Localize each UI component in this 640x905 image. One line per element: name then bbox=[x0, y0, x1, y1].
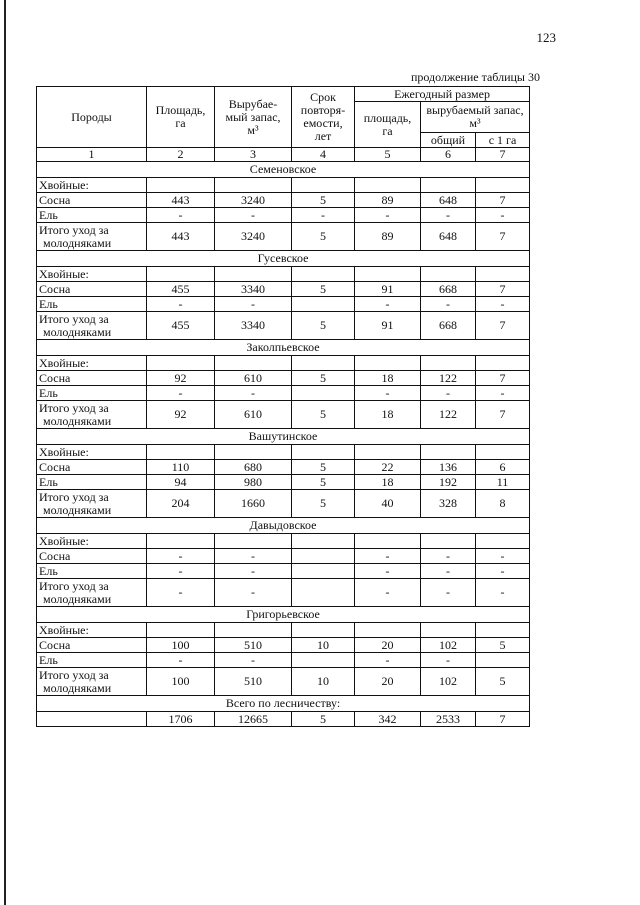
value-cell: - bbox=[147, 386, 215, 401]
value-cell bbox=[292, 297, 355, 312]
value-cell: 10 bbox=[292, 638, 355, 653]
empty-cell bbox=[421, 534, 476, 549]
empty-cell bbox=[147, 267, 215, 282]
value-cell: 610 bbox=[215, 371, 292, 386]
table-row bbox=[37, 579, 530, 607]
table-row bbox=[37, 193, 530, 208]
value-cell: 648 bbox=[421, 193, 476, 208]
value-cell: 20 bbox=[355, 638, 421, 653]
row-label: Ель bbox=[37, 297, 147, 312]
header-annual: Ежегодный размер bbox=[355, 87, 530, 102]
value-cell: 18 bbox=[355, 401, 421, 429]
col-number: 1 bbox=[37, 148, 147, 162]
col-number: 7 bbox=[476, 148, 530, 162]
empty-cell bbox=[421, 356, 476, 371]
value-cell: 648 bbox=[421, 223, 476, 251]
empty-cell bbox=[355, 178, 421, 193]
value-cell: - bbox=[215, 549, 292, 564]
value-cell: 102 bbox=[421, 668, 476, 696]
value-cell: 89 bbox=[355, 193, 421, 208]
value-cell: 92 bbox=[147, 401, 215, 429]
row-label: Сосна bbox=[37, 549, 147, 564]
value-cell: - bbox=[147, 564, 215, 579]
empty-cell bbox=[421, 178, 476, 193]
value-cell: - bbox=[147, 297, 215, 312]
section-name: Заколпьевское bbox=[37, 340, 530, 356]
group-label: Хвойные: bbox=[37, 267, 147, 282]
value-cell: 3240 bbox=[215, 223, 292, 251]
value-cell: - bbox=[215, 564, 292, 579]
value-cell: - bbox=[355, 208, 421, 223]
empty-cell bbox=[215, 356, 292, 371]
empty-cell bbox=[147, 445, 215, 460]
table-row bbox=[37, 475, 530, 490]
value-cell: 680 bbox=[215, 460, 292, 475]
value-cell: 328 bbox=[421, 490, 476, 518]
value-cell: 7 bbox=[476, 193, 530, 208]
value-cell: 40 bbox=[355, 490, 421, 518]
col-number: 6 bbox=[421, 148, 476, 162]
section-name: Гусевское bbox=[37, 251, 530, 267]
row-label: Сосна bbox=[37, 193, 147, 208]
value-cell bbox=[292, 653, 355, 668]
value-cell: 455 bbox=[147, 312, 215, 340]
row-label: Ель bbox=[37, 208, 147, 223]
empty-cell bbox=[476, 267, 530, 282]
value-cell: 443 bbox=[147, 223, 215, 251]
value-cell: 6 bbox=[476, 460, 530, 475]
value-cell: - bbox=[147, 579, 215, 607]
empty-cell bbox=[292, 445, 355, 460]
value-cell: - bbox=[476, 579, 530, 607]
value-cell: - bbox=[476, 208, 530, 223]
empty-cell bbox=[292, 534, 355, 549]
row-label: Итого уход за молодняками bbox=[37, 312, 147, 340]
value-cell: - bbox=[421, 208, 476, 223]
value-cell: 22 bbox=[355, 460, 421, 475]
value-cell: 5 bbox=[292, 193, 355, 208]
empty-cell bbox=[292, 623, 355, 638]
row-label: Ель bbox=[37, 386, 147, 401]
empty-cell bbox=[215, 267, 292, 282]
value-cell: 10 bbox=[292, 668, 355, 696]
value-cell: - bbox=[355, 386, 421, 401]
value-cell: 5 bbox=[292, 223, 355, 251]
section-name: Давыдовское bbox=[37, 518, 530, 534]
value-cell bbox=[292, 579, 355, 607]
grand-total-label: Всего по лесничеству: bbox=[37, 696, 530, 712]
value-cell: - bbox=[215, 208, 292, 223]
value-cell: 980 bbox=[215, 475, 292, 490]
header-volume: Вырубае- мый запас, м³ bbox=[215, 87, 292, 148]
value-cell: 1660 bbox=[215, 490, 292, 518]
value-cell: 7 bbox=[476, 401, 530, 429]
row-label: Итого уход за молодняками bbox=[37, 490, 147, 518]
value-cell: 100 bbox=[147, 668, 215, 696]
empty-cell bbox=[215, 178, 292, 193]
empty-cell bbox=[215, 623, 292, 638]
table-row bbox=[37, 223, 530, 251]
value-cell bbox=[292, 549, 355, 564]
header-annual-area: площадь, га bbox=[355, 102, 421, 148]
col-number: 3 bbox=[215, 148, 292, 162]
empty-cell bbox=[292, 267, 355, 282]
empty-cell bbox=[355, 267, 421, 282]
value-cell: - bbox=[421, 653, 476, 668]
grand-total-blank bbox=[37, 712, 147, 727]
value-cell: - bbox=[421, 549, 476, 564]
header-total: общий bbox=[421, 133, 476, 148]
value-cell: 5 bbox=[292, 371, 355, 386]
value-cell: - bbox=[147, 653, 215, 668]
header-breed: Породы bbox=[37, 87, 147, 148]
value-cell: - bbox=[421, 579, 476, 607]
table-row bbox=[37, 490, 530, 518]
empty-cell bbox=[215, 445, 292, 460]
value-cell: 5 bbox=[476, 668, 530, 696]
value-cell: - bbox=[355, 549, 421, 564]
section-name: Григорьевское bbox=[37, 607, 530, 623]
col-number: 4 bbox=[292, 148, 355, 162]
value-cell: - bbox=[355, 579, 421, 607]
table-row bbox=[37, 564, 530, 579]
value-cell: 443 bbox=[147, 193, 215, 208]
empty-cell bbox=[421, 267, 476, 282]
value-cell: 89 bbox=[355, 223, 421, 251]
page-number: 123 bbox=[536, 30, 556, 45]
value-cell: - bbox=[215, 579, 292, 607]
value-cell: 3340 bbox=[215, 312, 292, 340]
value-cell: 18 bbox=[355, 475, 421, 490]
value-cell: 3240 bbox=[215, 193, 292, 208]
table-row bbox=[37, 549, 530, 564]
col-number: 5 bbox=[355, 148, 421, 162]
value-cell: 136 bbox=[421, 460, 476, 475]
header-period: Срок повторя- емости, лет bbox=[292, 87, 355, 148]
value-cell: 5 bbox=[292, 312, 355, 340]
value-cell: 5 bbox=[292, 460, 355, 475]
header-annual-volume: вырубаемый запас, м³ bbox=[421, 102, 530, 133]
value-cell: 204 bbox=[147, 490, 215, 518]
value-cell: 7 bbox=[476, 223, 530, 251]
table-row bbox=[37, 297, 530, 312]
table-row bbox=[37, 668, 530, 696]
value-cell: - bbox=[147, 208, 215, 223]
table-row bbox=[37, 653, 530, 668]
table-row bbox=[37, 460, 530, 475]
grand-total-cell: 2533 bbox=[421, 712, 476, 727]
value-cell: 5 bbox=[292, 475, 355, 490]
table-row bbox=[37, 638, 530, 653]
row-label: Итого уход за молодняками bbox=[37, 401, 147, 429]
empty-cell bbox=[147, 356, 215, 371]
empty-cell bbox=[355, 623, 421, 638]
row-label: Сосна bbox=[37, 638, 147, 653]
empty-cell bbox=[292, 356, 355, 371]
value-cell: 122 bbox=[421, 401, 476, 429]
value-cell: 102 bbox=[421, 638, 476, 653]
value-cell: 18 bbox=[355, 371, 421, 386]
row-label: Ель bbox=[37, 564, 147, 579]
value-cell: 610 bbox=[215, 401, 292, 429]
value-cell: - bbox=[215, 297, 292, 312]
value-cell: - bbox=[421, 564, 476, 579]
empty-cell bbox=[421, 623, 476, 638]
row-label: Ель bbox=[37, 475, 147, 490]
value-cell: 92 bbox=[147, 371, 215, 386]
value-cell: 192 bbox=[421, 475, 476, 490]
header-area: Площадь, га bbox=[147, 87, 215, 148]
empty-cell bbox=[147, 534, 215, 549]
value-cell bbox=[292, 564, 355, 579]
value-cell: - bbox=[476, 297, 530, 312]
table-row bbox=[37, 312, 530, 340]
empty-cell bbox=[421, 445, 476, 460]
value-cell: - bbox=[355, 564, 421, 579]
value-cell: 100 bbox=[147, 638, 215, 653]
table-row bbox=[37, 282, 530, 297]
empty-cell bbox=[355, 445, 421, 460]
value-cell: 510 bbox=[215, 668, 292, 696]
empty-cell bbox=[476, 178, 530, 193]
value-cell: 94 bbox=[147, 475, 215, 490]
group-label: Хвойные: bbox=[37, 534, 147, 549]
row-label: Сосна bbox=[37, 371, 147, 386]
value-cell: 3340 bbox=[215, 282, 292, 297]
value-cell bbox=[476, 653, 530, 668]
section-name: Семеновское bbox=[37, 162, 530, 178]
value-cell: - bbox=[476, 549, 530, 564]
value-cell: 510 bbox=[215, 638, 292, 653]
value-cell: - bbox=[476, 564, 530, 579]
scan-edge bbox=[0, 0, 6, 905]
header-per-ha: с 1 га bbox=[476, 133, 530, 148]
value-cell: - bbox=[292, 208, 355, 223]
value-cell: 5 bbox=[292, 490, 355, 518]
grand-total-cell: 1706 bbox=[147, 712, 215, 727]
row-label: Сосна bbox=[37, 460, 147, 475]
value-cell: 122 bbox=[421, 371, 476, 386]
value-cell: - bbox=[215, 386, 292, 401]
col-number: 2 bbox=[147, 148, 215, 162]
grand-total-cell: 7 bbox=[476, 712, 530, 727]
value-cell: 7 bbox=[476, 312, 530, 340]
empty-cell bbox=[215, 534, 292, 549]
empty-cell bbox=[147, 623, 215, 638]
value-cell: 11 bbox=[476, 475, 530, 490]
value-cell: 110 bbox=[147, 460, 215, 475]
value-cell: - bbox=[421, 386, 476, 401]
value-cell: 7 bbox=[476, 282, 530, 297]
table-row bbox=[37, 401, 530, 429]
empty-cell bbox=[476, 356, 530, 371]
empty-cell bbox=[476, 445, 530, 460]
value-cell: - bbox=[476, 386, 530, 401]
empty-cell bbox=[355, 356, 421, 371]
row-label: Итого уход за молодняками bbox=[37, 579, 147, 607]
row-label: Итого уход за молодняками bbox=[37, 223, 147, 251]
grand-total-cell: 342 bbox=[355, 712, 421, 727]
empty-cell bbox=[292, 178, 355, 193]
value-cell: 668 bbox=[421, 282, 476, 297]
value-cell: 91 bbox=[355, 282, 421, 297]
group-label: Хвойные: bbox=[37, 445, 147, 460]
group-label: Хвойные: bbox=[37, 356, 147, 371]
row-label: Ель bbox=[37, 653, 147, 668]
group-label: Хвойные: bbox=[37, 623, 147, 638]
value-cell: 5 bbox=[476, 638, 530, 653]
empty-cell bbox=[147, 178, 215, 193]
value-cell: 455 bbox=[147, 282, 215, 297]
value-cell: - bbox=[355, 653, 421, 668]
row-label: Сосна bbox=[37, 282, 147, 297]
empty-cell bbox=[355, 534, 421, 549]
table-body bbox=[37, 162, 530, 696]
value-cell: 7 bbox=[476, 371, 530, 386]
table-row bbox=[37, 208, 530, 223]
forestry-table bbox=[36, 86, 530, 727]
value-cell: 668 bbox=[421, 312, 476, 340]
empty-cell bbox=[476, 623, 530, 638]
value-cell: 20 bbox=[355, 668, 421, 696]
table-row bbox=[37, 386, 530, 401]
value-cell: 5 bbox=[292, 282, 355, 297]
value-cell: 5 bbox=[292, 401, 355, 429]
row-label: Итого уход за молодняками bbox=[37, 668, 147, 696]
table-caption: продолжение таблицы 30 bbox=[410, 70, 540, 84]
grand-total-cell: 12665 bbox=[215, 712, 292, 727]
value-cell bbox=[292, 386, 355, 401]
value-cell: - bbox=[355, 297, 421, 312]
value-cell: - bbox=[421, 297, 476, 312]
value-cell: - bbox=[147, 549, 215, 564]
group-label: Хвойные: bbox=[37, 178, 147, 193]
section-name: Вашутинское bbox=[37, 429, 530, 445]
table-row bbox=[37, 371, 530, 386]
value-cell: 8 bbox=[476, 490, 530, 518]
value-cell: 91 bbox=[355, 312, 421, 340]
value-cell: - bbox=[215, 653, 292, 668]
grand-total-cell: 5 bbox=[292, 712, 355, 727]
empty-cell bbox=[476, 534, 530, 549]
